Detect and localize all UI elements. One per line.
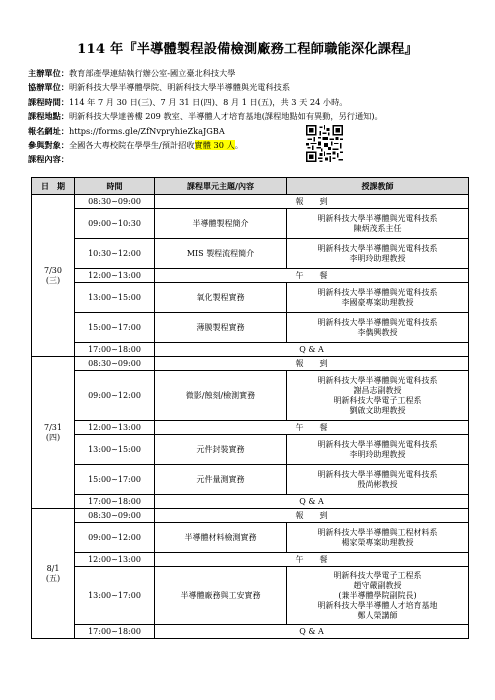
table-row — [32, 625, 469, 639]
topic-cell: 報 到 — [155, 509, 469, 523]
time-cell: 15:00~17:00 — [75, 313, 155, 343]
teacher-cell: 明新科技大學半導體與光電科技系 陳炳茂系主任 — [287, 209, 469, 239]
table-row — [32, 495, 469, 509]
date-cell: 7/30 (三) — [32, 195, 75, 357]
time-cell: 09:00~12:00 — [75, 523, 155, 553]
topic-cell: 半導體廠務與工安實務 — [155, 567, 287, 625]
table-row — [32, 269, 469, 283]
topic-cell: 報 到 — [155, 195, 469, 209]
time-cell: 17:00~18:00 — [75, 343, 155, 357]
time-cell: 17:00~18:00 — [75, 495, 155, 509]
table-header-row — [32, 178, 469, 195]
header-topic: 課程單元主題/內容 — [155, 178, 287, 195]
time-cell: 10:30~12:00 — [75, 239, 155, 269]
time-cell: 12:00~13:00 — [75, 421, 155, 435]
table-row — [32, 567, 469, 625]
topic-cell: 午 餐 — [155, 553, 469, 567]
time-cell: 12:00~13:00 — [75, 269, 155, 283]
info-block — [28, 66, 468, 167]
registration-link[interactable]: https://forms.gle/ZfNvpryhieZkaJGBA — [68, 125, 225, 136]
info-location: 課程地點：明新科技大學達善樓 209 教室、半導體人才培育基地(課程地點如有異動，另行通知)。 — [28, 111, 383, 122]
topic-cell: 午 餐 — [155, 269, 469, 283]
teacher-cell: 明新科技大學半導體與光電科技系 謝昌志副教授 明新科技大學電子工程系 劉啟文助理教授 — [287, 371, 469, 421]
topic-cell: 薄膜製程實務 — [155, 313, 287, 343]
info-registration-url: 報名網址：https://forms.gle/ZfNvpryhieZkaJGBA — [28, 125, 225, 136]
table-row — [32, 343, 469, 357]
topic-cell: Q & A — [155, 625, 469, 639]
teacher-cell: 明新科技大學電子工程系 趙守嚴副教授 (兼半導體學院副院長) 明新科技大學半導體人才培育基地 鄭人榮講師 — [287, 567, 469, 625]
teacher-cell: 明新科技大學半導體與光電科技系 李明玲助理教授 — [287, 239, 469, 269]
table-row — [32, 435, 469, 465]
table-row — [32, 523, 469, 553]
header-teacher: 授課教師 — [287, 178, 469, 195]
topic-cell: Q & A — [155, 495, 469, 509]
time-cell: 09:00~12:00 — [75, 371, 155, 421]
time-cell: 08:30~09:00 — [75, 357, 155, 371]
table-row — [32, 313, 469, 343]
time-cell: 17:00~18:00 — [75, 625, 155, 639]
page-title: 114 年『半導體製程設備檢測廠務工程師職能深化課程』 — [77, 42, 418, 57]
table-row — [32, 283, 469, 313]
header-time: 時間 — [75, 178, 155, 195]
schedule-table — [31, 177, 469, 639]
header-date: 日 期 — [32, 178, 75, 195]
table-row — [32, 465, 469, 495]
topic-cell: 半導體製程簡介 — [155, 209, 287, 239]
table-row — [32, 509, 469, 523]
info-co-organizer: 協辦單位：明新科技大學半導體學院、明新科技大學半導體與光電科技系 — [28, 82, 291, 93]
time-cell: 15:00~17:00 — [75, 465, 155, 495]
table-row — [32, 553, 469, 567]
teacher-cell: 明新科技大學半導體與光電科技系 殷尚彬教授 — [287, 465, 469, 495]
topic-cell: 元件封裝實務 — [155, 435, 287, 465]
time-cell: 12:00~13:00 — [75, 553, 155, 567]
capacity-highlight: 實體 30 人 — [194, 140, 235, 151]
info-course-content: 課程內容： — [28, 154, 69, 165]
time-cell: 08:30~09:00 — [75, 509, 155, 523]
teacher-cell: 明新科技大學半導體與光電科技系 李國豪專案助理教授 — [287, 283, 469, 313]
qr-code-icon[interactable] — [306, 125, 343, 162]
time-cell: 13:00~17:00 — [75, 567, 155, 625]
topic-cell: 半導體材料檢測實務 — [155, 523, 287, 553]
topic-cell: 元件量測實務 — [155, 465, 287, 495]
date-cell: 7/31 (四) — [32, 357, 75, 509]
time-cell: 09:00~10:30 — [75, 209, 155, 239]
teacher-cell: 明新科技大學半導體與光電科技系 李明玲助理教授 — [287, 435, 469, 465]
table-row — [32, 421, 469, 435]
time-cell: 13:00~15:00 — [75, 283, 155, 313]
table-row — [32, 209, 469, 239]
date-cell: 8/1 (五) — [32, 509, 75, 639]
topic-cell: 報 到 — [155, 357, 469, 371]
time-cell: 08:30~09:00 — [75, 195, 155, 209]
info-audience: 參與對象：全國各大專校院在學學生/預計招收實體 30 人。 — [28, 140, 243, 151]
table-row — [32, 357, 469, 371]
topic-cell: Q & A — [155, 343, 469, 357]
table-row — [32, 371, 469, 421]
teacher-cell: 明新科技大學半導體與光電科技系 李儁興教授 — [287, 313, 469, 343]
topic-cell: MIS 製程流程簡介 — [155, 239, 287, 269]
topic-cell: 氧化製程實務 — [155, 283, 287, 313]
info-course-time: 課程時間：114 年 7 月 30 日(三)、7 月 31 日(四)、8 月 1 日(五)，共 3 天 24 小時。 — [28, 96, 348, 107]
time-cell: 13:00~15:00 — [75, 435, 155, 465]
info-organizer: 主辦單位：教育部產學連結執行辦公室-國立臺北科技大學 — [28, 68, 236, 78]
teacher-cell: 明新科技大學半導體與工程材料系 楊家榮專案助理教授 — [287, 523, 469, 553]
topic-cell: 午 餐 — [155, 421, 469, 435]
table-row — [32, 239, 469, 269]
table-row — [32, 195, 469, 209]
topic-cell: 微影/蝕刻/檢測實務 — [155, 371, 287, 421]
